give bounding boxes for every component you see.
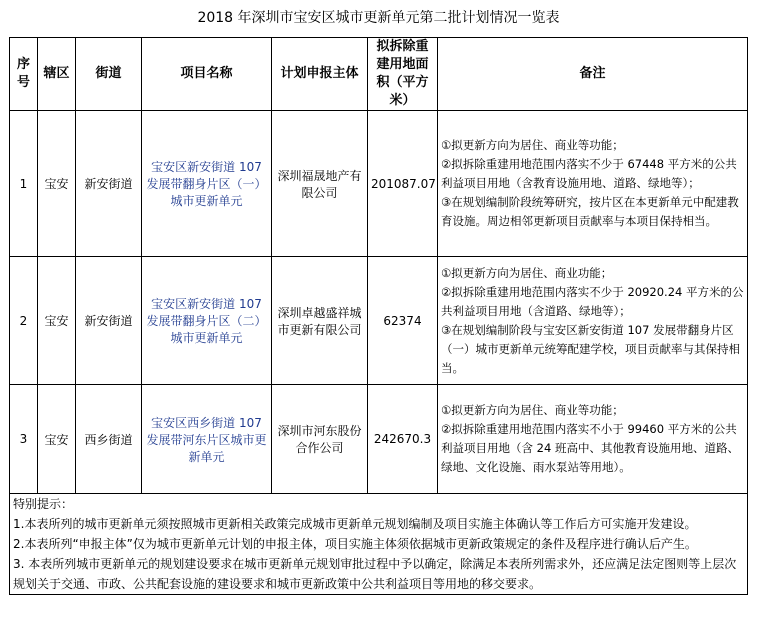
note-item: 3. 本表所列城市更新单元的规划建设要求在城市更新单元规划审批过程中予以确定，除满足本表所列需求外，还应满足法定图则等上层次规划关于交通、市政、公共配套设施的建设要求和城市更新政策中公共利益项目等用地的移交要求。	[13, 557, 737, 591]
row-applicant: 深圳市河东股份合作公司	[272, 385, 368, 494]
table-row	[10, 111, 748, 257]
row-district: 宝安	[38, 111, 76, 257]
row-seq: 1	[10, 111, 38, 257]
header-district: 辖区	[38, 38, 76, 111]
note-item: 2.本表所列“申报主体”仅为城市更新单元计划的申报主体，项目实施主体须依据城市更新政策规定的条件及程序进行确认后产生。	[13, 537, 697, 551]
header-applicant: 计划申报主体	[272, 38, 368, 111]
page-title: 2018 年深圳市宝安区城市更新单元第二批计划情况一览表	[197, 10, 560, 26]
row-area: 62374	[368, 257, 438, 385]
row-remarks	[438, 257, 748, 385]
row-area: 242670.3	[368, 385, 438, 494]
notes-cell	[10, 494, 748, 595]
header-project: 项目名称	[142, 38, 272, 111]
row-applicant: 深圳卓越盛祥城市更新有限公司	[272, 257, 368, 385]
header-remarks: 备注	[438, 38, 748, 111]
row-district: 宝安	[38, 385, 76, 494]
row-district: 宝安	[38, 257, 76, 385]
row-street: 新安街道	[76, 111, 142, 257]
row-seq: 3	[10, 385, 38, 494]
remark-line: ①拟更新方向为居住、商业等功能；	[441, 403, 624, 417]
header-seq: 序号	[10, 38, 38, 111]
table-row	[10, 257, 748, 385]
remark-line: ①拟更新方向为居住、商业等功能；	[441, 138, 624, 152]
row-remarks	[438, 385, 748, 494]
remark-line: ③在规划编制阶段统筹研究，按片区在本更新单元中配建教育设施。周边相邻更新项目贡献率与本项目保持相当。	[441, 195, 739, 228]
row-project: 宝安区西乡街道 107 发展带河东片区城市更新单元	[142, 385, 272, 494]
row-applicant: 深圳福晟地产有限公司	[272, 111, 368, 257]
header-street: 街道	[76, 38, 142, 111]
row-project: 宝安区新安街道 107 发展带翻身片区（二）城市更新单元	[142, 257, 272, 385]
plan-table	[9, 37, 748, 595]
header-area: 拟拆除重建用地面积（平方米）	[368, 38, 438, 111]
row-street: 西乡街道	[76, 385, 142, 494]
row-street: 新安街道	[76, 257, 142, 385]
table-row	[10, 385, 748, 494]
remark-line: ②拟拆除重建用地范围内落实不少于 20920.24 平方米的公共利益项目用地（含道路、绿地等）；	[441, 284, 744, 318]
remark-line: ①拟更新方向为居住、商业功能；	[441, 265, 613, 280]
row-seq: 2	[10, 257, 38, 385]
remark-line: ②拟拆除重建用地范围内落实不小于 99460 平方米的公共利益项目用地（含 24 班高中、其他教育设施用地、道路、绿地、文化设施、雨水泵站等用地）。	[441, 422, 739, 474]
notes-row	[10, 494, 748, 595]
note-item: 1.本表所列的城市更新单元须按照城市更新相关政策完成城市更新单元规划编制及项目实施主体确认等工作后方可实施开发建设。	[13, 517, 697, 531]
table-header-row	[10, 38, 748, 111]
remark-line: ②拟拆除重建用地范围内落实不少于 67448 平方米的公共利益项目用地（含教育设施用地、道路、绿地等）；	[441, 157, 737, 190]
row-remarks	[438, 111, 748, 257]
row-project: 宝安区新安街道 107 发展带翻身片区（一）城市更新单元	[142, 111, 272, 257]
row-area: 201087.07	[368, 111, 438, 257]
remark-line: ③在规划编制阶段与宝安区新安街道 107 发展带翻身片区（一）城市更新单元统筹配建学校，项目贡献率与其保持相当。	[441, 322, 740, 375]
notes-heading: 特别提示：	[13, 497, 74, 511]
